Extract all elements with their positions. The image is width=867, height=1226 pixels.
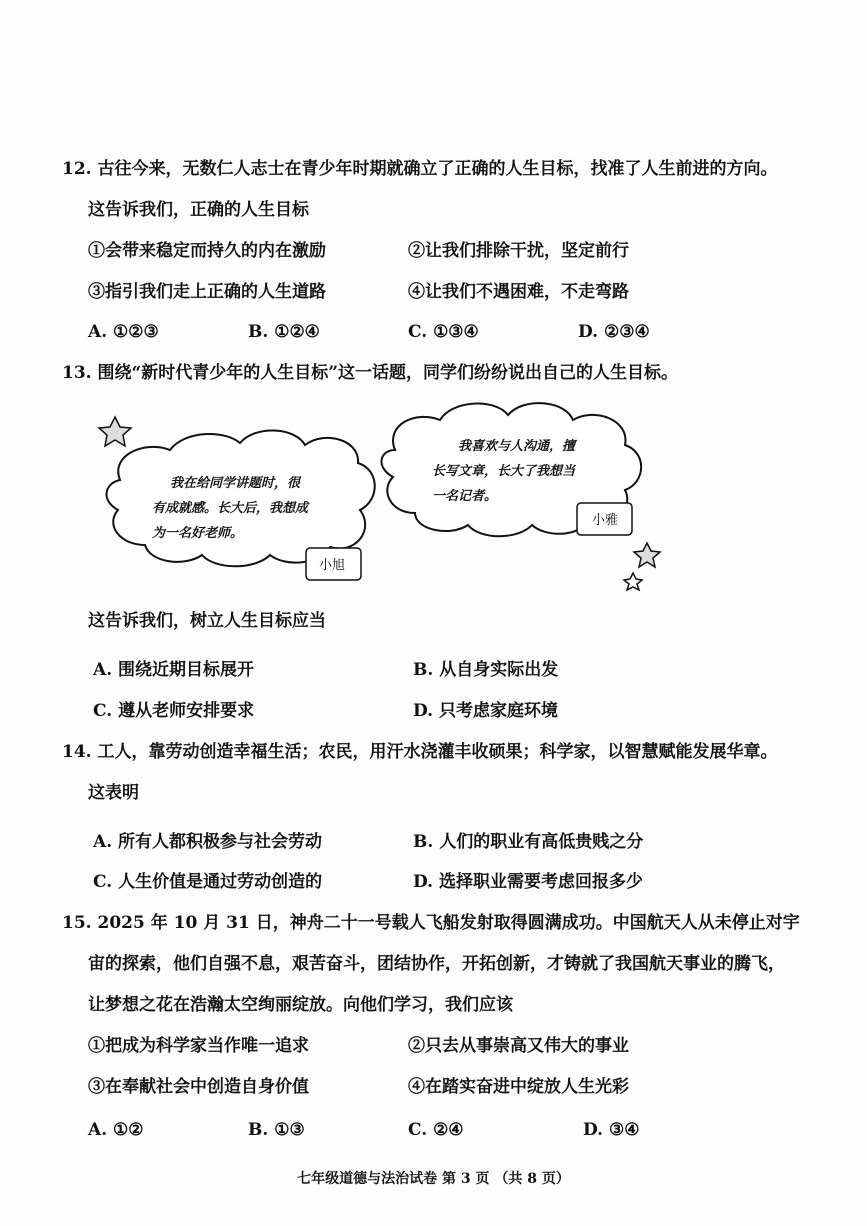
q13-option-d: D. 只考虑家庭环境 — [413, 701, 558, 721]
q12-stem-line2: 这告诉我们，正确的人生目标 — [88, 200, 309, 220]
star-icon — [99, 417, 131, 446]
q12-option-a: A. ①②③ — [88, 322, 159, 342]
page-footer: 七年级道德与法治试卷 第 3 页 （共 8 页） — [297, 1171, 570, 1187]
name-right: 小雅 — [592, 513, 619, 528]
q15-stem-line1: 15. 2025 年 10 月 31 日，神舟二十一号载人飞船发射取得圆满成功。中国航天人从未停止对宇 — [62, 913, 800, 933]
q12-item-3: ③指引我们走上正确的人生道路 — [88, 282, 326, 302]
q14-stem-line2: 这表明 — [88, 783, 139, 803]
star-icon — [634, 543, 660, 567]
q15-item-1: ①把成为科学家当作唯一追求 — [88, 1036, 309, 1056]
q14-stem-line1: 14. 工人，靠劳动创造幸福生活；农民，用汗水浇灌丰收硕果；科学家，以智慧赋能发展华章。 — [62, 742, 778, 762]
q12-item-2: ②让我们排除干扰，坚定前行 — [408, 241, 629, 261]
q12-option-b: B. ①②④ — [248, 322, 320, 342]
q14-option-c: C. 人生价值是通过劳动创造的 — [93, 872, 323, 892]
q13-option-c: C. 遵从老师安排要求 — [93, 701, 255, 721]
left-bubble-line2: 有成就感。长大后，我想成 — [152, 501, 309, 516]
name-left: 小旭 — [319, 558, 346, 573]
q15-stem-line2: 宙的探索，他们自强不息，艰苦奋斗，团结协作，开拓创新，才铸就了我国航天事业的腾飞， — [88, 954, 785, 974]
q15-item-2: ②只去从事崇高又伟大的事业 — [408, 1036, 629, 1056]
left-cloud-bubble — [106, 430, 374, 566]
q15-option-b: B. ①③ — [248, 1120, 305, 1140]
right-bubble-line2: 长写文章，长大了我想当 — [432, 464, 576, 479]
q13-stem-line1: 13. 围绕“新时代青少年的人生目标”这一话题，同学们纷纷说出自己的人生目标。 — [62, 363, 679, 383]
left-bubble-line1: 我在给同学讲题时，很 — [170, 476, 301, 491]
q14-option-a: A. 所有人都积极参与社会劳动 — [93, 832, 323, 852]
q15-item-3: ③在奉献社会中创造自身价值 — [88, 1077, 309, 1097]
q15-item-4: ④在踏实奋进中绽放人生光彩 — [408, 1077, 629, 1097]
left-bubble-line3: 为一名好老师。 — [152, 526, 244, 541]
q14-option-b: B. 人们的职业有高低贵贱之分 — [413, 832, 644, 852]
q15-option-a: A. ①② — [88, 1120, 144, 1140]
q15-option-c: C. ②④ — [408, 1120, 464, 1140]
right-bubble-line3: 一名记者。 — [432, 489, 498, 504]
q13-option-b: B. 从自身实际出发 — [413, 660, 559, 680]
q15-stem-line3: 让梦想之花在浩瀚太空绚丽绽放。向他们学习，我们应该 — [88, 995, 513, 1015]
right-bubble-line1: 我喜欢与人沟通，擅 — [458, 439, 576, 454]
q12-item-1: ①会带来稳定而持久的内在激励 — [88, 241, 326, 261]
q12-option-c: C. ①③④ — [408, 322, 479, 342]
star-icon — [624, 573, 642, 590]
q13-option-a: A. 围绕近期目标展开 — [93, 660, 255, 680]
q13-stem-line2: 这告诉我们，树立人生目标应当 — [88, 611, 326, 631]
q14-option-d: D. 选择职业需要考虑回报多少 — [413, 872, 643, 892]
q15-option-d: D. ③④ — [583, 1120, 640, 1140]
q13-illustration — [90, 395, 670, 595]
q12-option-d: D. ②③④ — [578, 322, 650, 342]
q12-stem-line1: 12. 古往今来，无数仁人志士在青少年时期就确立了正确的人生目标，找准了人生前进的方向。 — [62, 159, 778, 179]
q12-item-4: ④让我们不遇困难，不走弯路 — [408, 282, 629, 302]
